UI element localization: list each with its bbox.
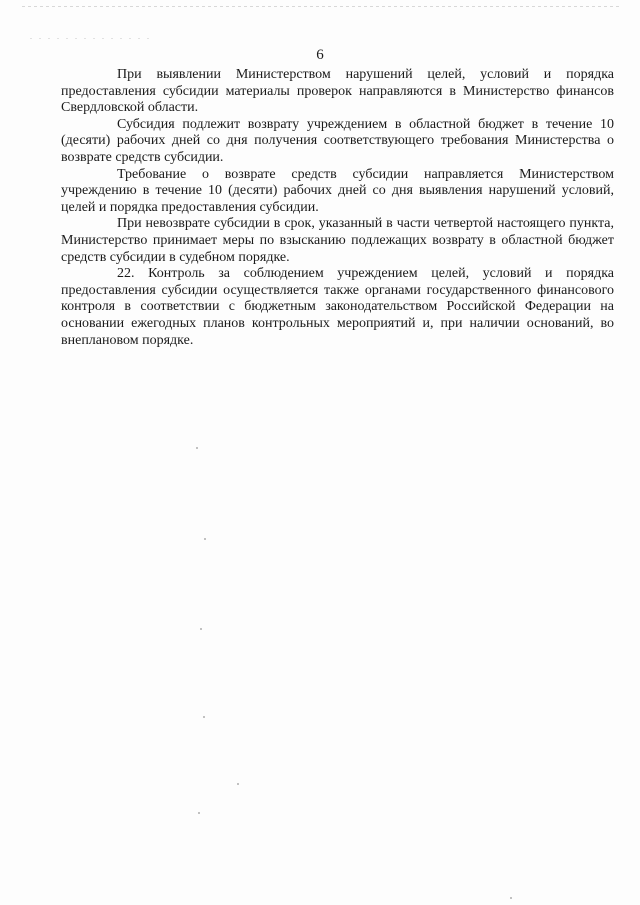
paragraph-subsidy-return: Субсидия подлежит возврату учреждением в областной бюджет в течение 10 (десяти) рабочих дней со дня получения соответствующего требования Министерства о возврате средств субсидии. [61,116,614,165]
scan-artifact-line [22,6,622,7]
paragraph-return-requirement: Требование о возврате средств субсидии направляется Министерством учреждению в течение 10 (десяти) рабочих дней со дня выявления нарушений условий, целей и порядка предоставления субсидии. [61,166,614,215]
scan-speck [237,783,239,785]
scan-speck [510,897,512,899]
page-number: 6 [316,47,324,63]
scan-speck [196,447,198,449]
document-body [61,67,614,349]
paragraph-violation-materials: При выявлении Министерством нарушений целей, условий и порядка предоставления субсидии материалы проверок направляются в Министерство финансов Свердловской области. [61,67,614,116]
paragraph-control-clause-22: 22. Контроль за соблюдением учреждением целей, условий и порядка предоставления субсидии осуществляется также органами государственного финансового контроля в соответствии с бюджетным законодательством Российской Федерации на основании ежегодных планов контрольных мероприятий и, при наличии оснований, во внеплановом порядке. [61,266,614,348]
scan-speck [200,628,202,630]
paragraph-non-return: При невозврате субсидии в срок, указанный в части четвертой настоящего пункта, Министерство принимает меры по взысканию подлежащих возврату в областной бюджет средств субсидии в судебном порядке. [61,216,614,265]
scan-speck [198,812,200,814]
scan-artifact-specks [30,38,150,39]
scan-speck [204,538,206,540]
scan-speck [203,716,205,718]
